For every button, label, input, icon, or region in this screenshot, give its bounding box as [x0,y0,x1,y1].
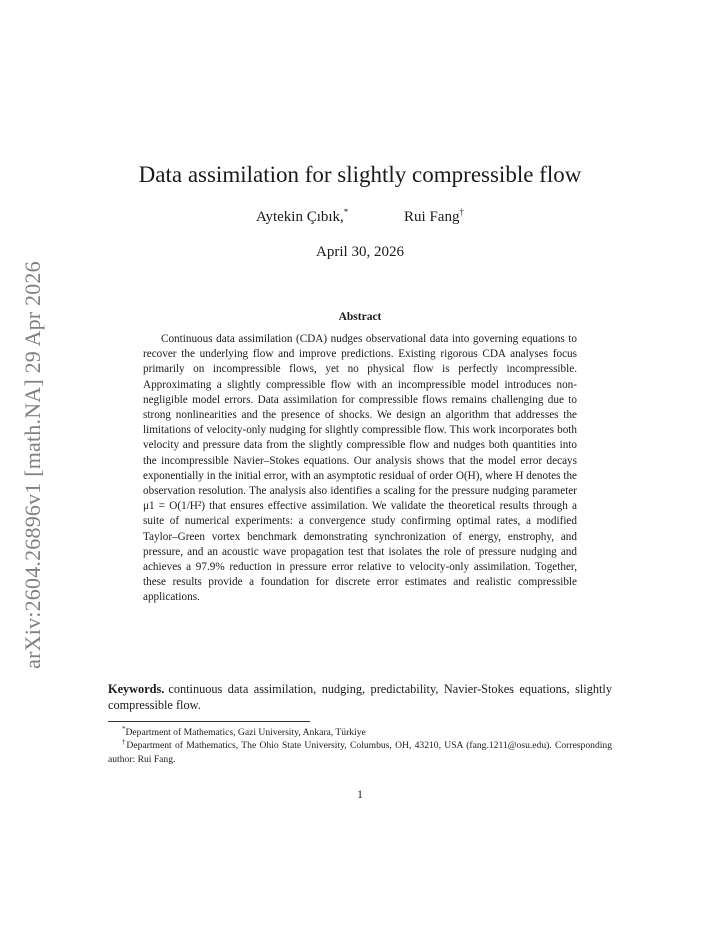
abstract-text: Continuous data assimilation (CDA) nudges observational data into governing equations to recover the underlying flow and improve predictions. Existing rigorous CDA analyses focus primarily on incompressible flows, yet no physical flow is perfectly incompressible. Approximating a slightly compressible flow with an incompressible model introduces non-negligible model errors. Data assimilation for compressible flows remains challenging due to strong nonlinearities and the presence of shocks. We design an algorithm that addresses the limitations of velocity-only nudging for slightly compressible flow. This work incorporates both velocity and pressure data from the slightly compressible flow and nudges both quantities into the incompressible Navier–Stokes equations. Our analysis shows that the model error decays exponentially in the initial error, with an asymptotic residual of order O(H), where H denotes the observation resolution. The analysis also identifies a scaling for the pressure nudging parameter μ1 = O(1/H²) that ensures effective assimilation. We validate the theoretical results through a suite of numerical experiments: a convergence study confirming optimal rates, a modified Taylor–Green vortex benchmark demonstrating synchronization of energy, enstrophy, and pressure, and an acoustic wave propagation test that isolates the role of pressure nudging and achieves a 97.9% reduction in pressure error relative to velocity-only assimilation. Together, these results provide a foundation for discrete error estimates and realistic compressible applications. [143,333,577,604]
author-1-name: Aytekin Çıbık, [256,209,344,225]
author-list [0,209,720,226]
footnote-2-text: Department of Mathematics, The Ohio State University, Columbus, OH, 43210, USA (fang.1211@osu.edu). Corresponding author: Rui Fang. [108,740,613,765]
author-2-footnote-mark: † [459,207,464,217]
paper-date: April 30, 2026 [316,244,404,260]
author-1-footnote-mark: * [343,207,349,217]
footnote-rule [108,721,310,722]
abstract-heading: Abstract [338,311,382,323]
author-2-name: Rui Fang [404,209,460,225]
footnote-1-mark: * [122,724,126,733]
footnote-1 [108,726,612,739]
keywords-text: continuous data assimilation, nudging, predictability, Navier-Stokes equations, slightly compressible flow. [108,682,612,712]
footnote-2-mark: † [122,738,127,747]
footnote-1-text: Department of Mathematics, Gazi University, Ankara, Türkiye [125,727,366,738]
paper-title: Data assimilation for slightly compressible flow [138,162,582,187]
footnote-2 [108,739,612,766]
arxiv-identifier: arXiv:2604.26896v1 [math.NA] 29 Apr 2026 [20,261,45,669]
footnotes [108,726,612,766]
keywords-label: Keywords. [108,682,165,696]
keywords [108,681,612,713]
author-2 [404,209,464,226]
page-number: 1 [357,789,363,801]
author-1 [256,209,348,226]
